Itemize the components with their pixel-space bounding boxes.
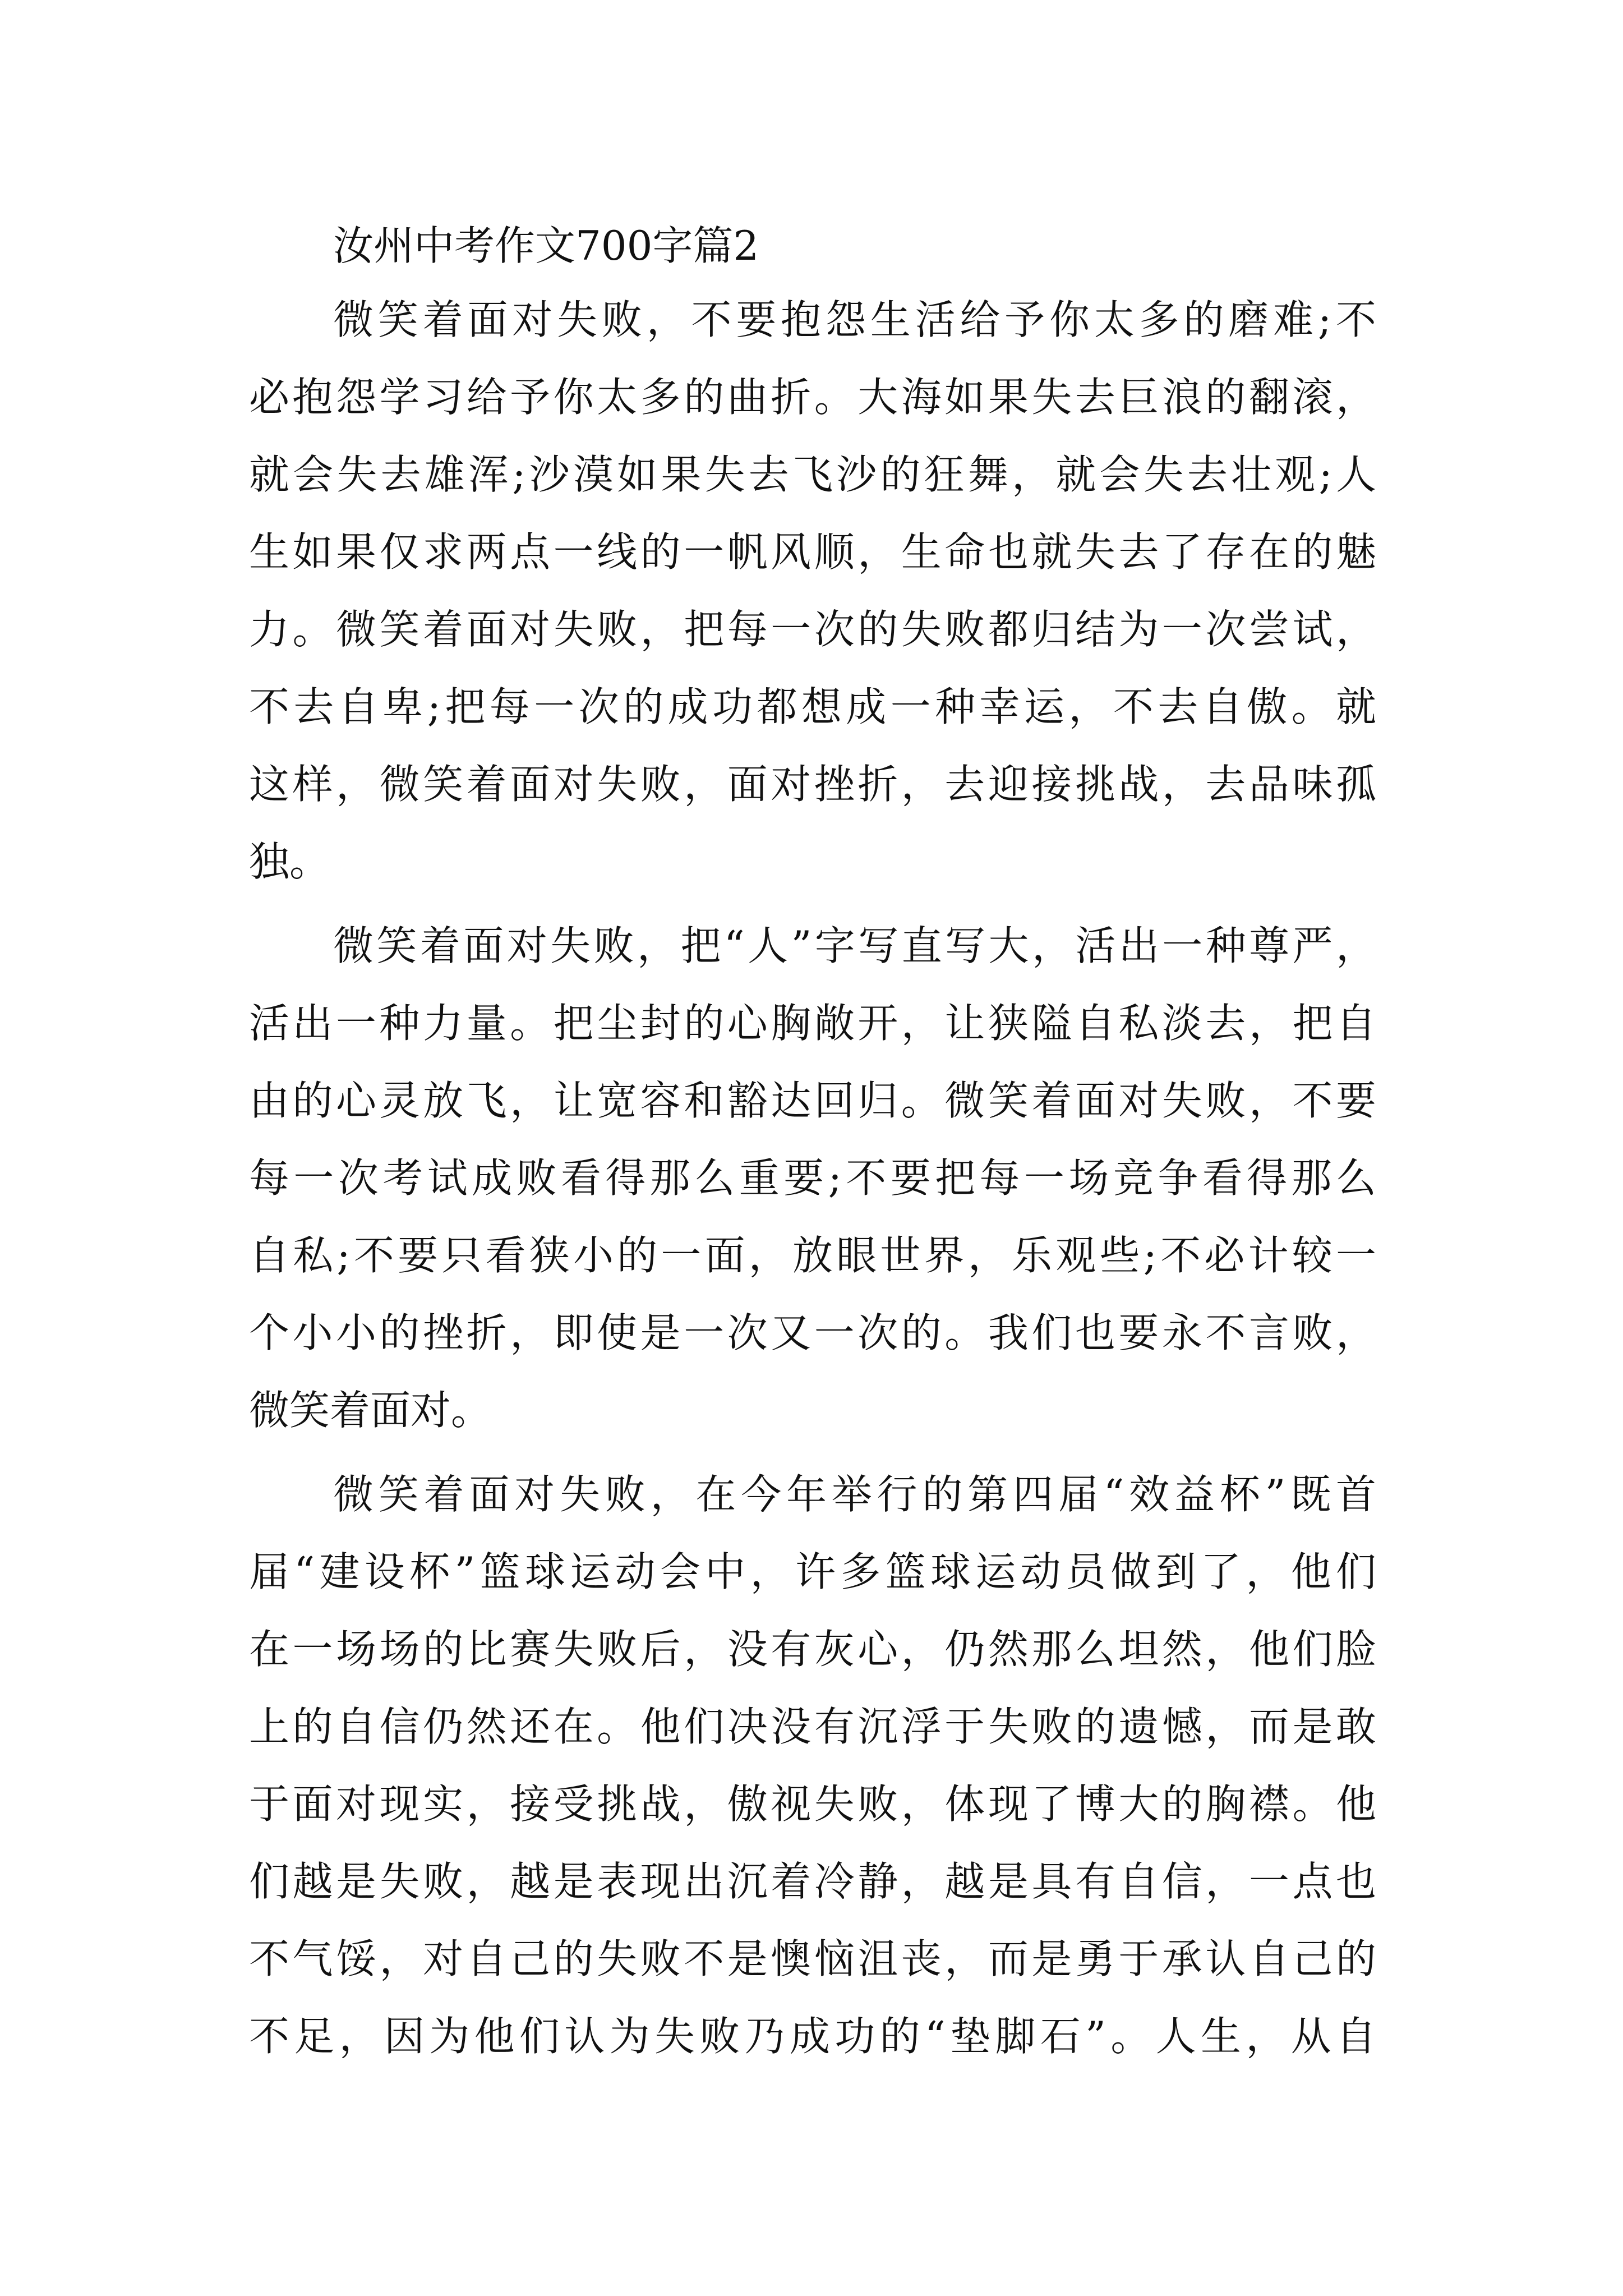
- paragraph-3-line-6: 们越是失败，越是表现出沉着冷静，越是具有自信，一点也: [249, 1858, 1376, 1905]
- paragraph-2-line-5: 自私;不要只看狭小的一面，放眼世界，乐观些;不必计较一: [249, 1232, 1376, 1279]
- paragraph-3-line-3: 在一场场的比赛失败后，没有灰心，仍然那么坦然，他们脸: [249, 1626, 1376, 1673]
- paragraph-3-line-5: 于面对现实，接受挑战，傲视失败，体现了博大的胸襟。他: [249, 1780, 1376, 1828]
- paragraph-2-line-1: 微笑着面对失败，把“人”字写直写大，活出一种尊严，: [333, 922, 1376, 969]
- paragraph-1-line-8: 独。: [249, 838, 330, 885]
- paragraph-1-line-3: 就会失去雄浑;沙漠如果失去飞沙的狂舞，就会失去壮观;人: [249, 451, 1376, 498]
- paragraph-1-line-7: 这样，微笑着面对失败，面对挫折，去迎接挑战，去品味孤: [249, 761, 1376, 808]
- paragraph-3-line-1: 微笑着面对失败，在今年举行的第四届“效益杯”既首: [333, 1471, 1376, 1518]
- paragraph-3-line-2: 届“建设杯”篮球运动会中，许多篮球运动员做到了，他们: [249, 1548, 1376, 1595]
- paragraph-3-line-4: 上的自信仍然还在。他们决没有沉浮于失败的遗憾，而是敢: [249, 1703, 1376, 1750]
- paragraph-1-line-6: 不去自卑;把每一次的成功都想成一种幸运，不去自傲。就: [249, 683, 1376, 730]
- paragraph-3-line-8: 不足，因为他们认为失败乃成功的“垫脚石”。人生，从自: [249, 2013, 1376, 2060]
- paragraph-2-line-4: 每一次考试成败看得那么重要;不要把每一场竞争看得那么: [249, 1154, 1376, 1202]
- paragraph-1-line-1: 微笑着面对失败，不要抱怨生活给予你太多的磨难;不: [333, 296, 1376, 343]
- paragraph-1-line-4: 生如果仅求两点一线的一帆风顺，生命也就失去了存在的魅: [249, 528, 1376, 576]
- paragraph-2-line-3: 由的心灵放飞，让宽容和豁达回归。微笑着面对失败，不要: [249, 1077, 1376, 1124]
- document-title: 汝州中考作文700字篇2: [333, 222, 759, 269]
- paragraph-2-line-2: 活出一种力量。把尘封的心胸敞开，让狭隘自私淡去，把自: [249, 1000, 1376, 1047]
- paragraph-2-line-7: 微笑着面对。: [249, 1387, 492, 1434]
- paragraph-3-line-7: 不气馁，对自己的失败不是懊恼沮丧，而是勇于承认自己的: [249, 1935, 1376, 1982]
- paragraph-2-line-6: 个小小的挫折，即使是一次又一次的。我们也要永不言败，: [249, 1309, 1376, 1356]
- paragraph-1-line-2: 必抱怨学习给予你太多的曲折。大海如果失去巨浪的翻滚，: [249, 374, 1376, 421]
- paragraph-1-line-5: 力。微笑着面对失败，把每一次的失败都归结为一次尝试，: [249, 606, 1376, 653]
